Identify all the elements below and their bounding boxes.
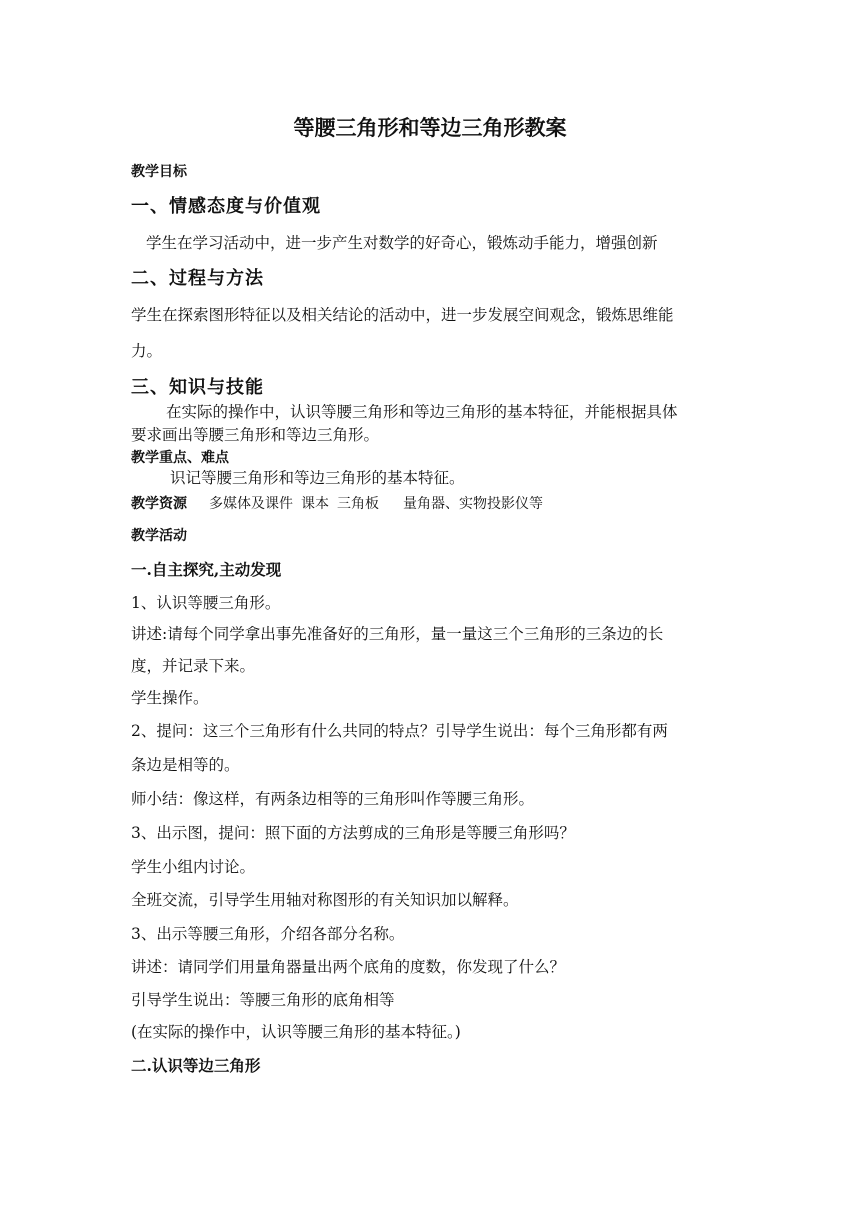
keypoints-text: 识记等腰三角形和等边三角形的基本特征。 <box>170 469 465 487</box>
paragraph: 学生操作。 <box>131 689 209 707</box>
resource-item: 课本 <box>301 496 329 512</box>
section-2-text-line-1: 学生在探索图形特征以及相关结论的活动中，进一步发展空间观念，锻炼思维能 <box>131 306 674 324</box>
section-3-text-line-1: 在实际的操作中，认识等腰三角形和等边三角形的基本特征，并能根据具体 <box>166 403 678 421</box>
section-3-heading: 三、知识与技能 <box>131 377 264 398</box>
resource-item: 三角板 <box>337 496 379 512</box>
paragraph: (在实际的操作中，认识等腰三角形的基本特征。) <box>131 1023 461 1041</box>
section-3-text-line-2: 要求画出等腰三角形和等边三角形。 <box>131 426 380 444</box>
paragraph: 3、出示等腰三角形，介绍各部分名称。 <box>131 925 405 943</box>
activities-label: 教学活动 <box>131 528 187 544</box>
paragraph: 师小结：像这样，有两条边相等的三角形叫作等腰三角形。 <box>131 790 535 808</box>
paragraph: 条边是相等的。 <box>131 756 240 774</box>
keypoints-label: 教学重点、难点 <box>131 450 229 466</box>
resource-item: 量角器、实物投影仪等 <box>403 496 543 512</box>
paragraph: 讲述：请同学们用量角器量出两个底角的度数，你发现了什么？ <box>131 958 566 976</box>
section-1-text: 学生在学习活动中，进一步产生对数学的好奇心，锻炼动手能力，增强创新 <box>146 234 658 252</box>
goals-label: 教学目标 <box>131 164 187 180</box>
paragraph: 引导学生说出：等腰三角形的底角相等 <box>131 991 395 1009</box>
paragraph: 讲述:请每个同学拿出事先准备好的三角形，量一量这三个三角形的三条边的长 <box>131 625 664 643</box>
section-2-text-line-2: 力。 <box>131 342 163 360</box>
section-2-heading: 二、过程与方法 <box>131 268 264 289</box>
part-2-heading: 二.认识等边三角形 <box>131 1056 261 1075</box>
resources-list <box>209 496 551 512</box>
paragraph: 全班交流，引导学生用轴对称图形的有关知识加以解释。 <box>131 891 519 909</box>
resource-item: 多媒体及课件 <box>209 496 293 512</box>
paragraph: 3、出示图，提问：照下面的方法剪成的三角形是等腰三角形吗？ <box>131 824 575 842</box>
part-1-heading: 一.自主探究,主动发现 <box>131 560 282 579</box>
resources-label: 教学资源 <box>131 496 187 512</box>
resources-row <box>131 495 551 511</box>
document-title: 等腰三角形和等边三角形教案 <box>293 115 567 140</box>
paragraph: 1、认识等腰三角形。 <box>131 594 281 612</box>
section-1-heading: 一、情感态度与价值观 <box>131 196 321 217</box>
paragraph: 度，并记录下来。 <box>131 657 256 675</box>
paragraph: 学生小组内讨论。 <box>131 858 256 876</box>
paragraph: 2、提问：这三个三角形有什么共同的特点？引导学生说出：每个三角形都有两 <box>131 722 668 740</box>
